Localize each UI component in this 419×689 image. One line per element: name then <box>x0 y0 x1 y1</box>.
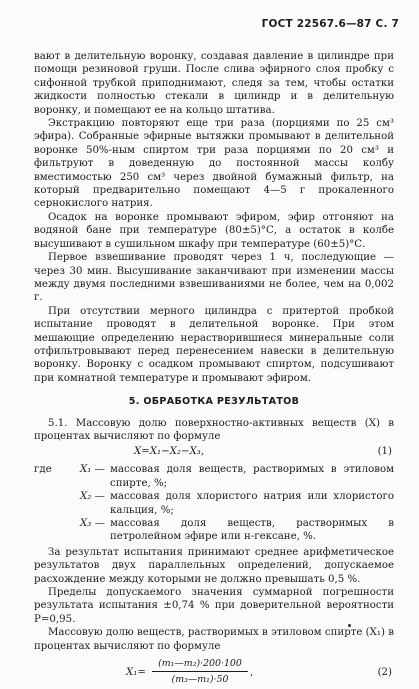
paragraph: Массовую долю веществ, растворимых в этиловом спирте (X₁) в процентах вычисляют по формуле <box>34 627 394 652</box>
formula-1 <box>34 445 394 461</box>
document-body <box>34 50 394 689</box>
definitions-list <box>34 463 394 543</box>
paragraph: Пределы допускаемого значения суммарной погрешности результата испытания ±0,74 % при доверительной вероятности P=0,95. <box>34 587 394 625</box>
definition-lead: где <box>34 464 52 476</box>
paragraph: Экстракцию повторяют еще три раза (порциями по 25 см³ эфира). Собранные эфирные вытяжки промывают в делительной воронке 50%-ным спиртом три раза порциями по 20 см³ и фильтруют в доведенную до постоянной массы колбу вместимостью 250 см³ через двойной бумажный фильтр, на который предварительно помещают 4—5 г прокаленного сернокислого натрия. <box>34 118 394 210</box>
formula-2-lhs: X₁= <box>126 667 146 679</box>
formula-2-numerator: (m₁—m₂)·200·100 <box>152 657 248 672</box>
definition-lead <box>34 517 80 544</box>
definition-row <box>34 517 394 544</box>
formula-1-number: (1) <box>377 446 392 458</box>
section-heading: 5. ОБРАБОТКА РЕЗУЛЬТАТОВ <box>128 396 300 408</box>
paragraph: За результат испытания принимают среднее арифметическое результатов двух параллельных определений, допускаемое расхождение между которыми не должно превышать 0,5 %. <box>34 546 394 585</box>
definition-row <box>34 490 394 517</box>
paragraph: При отсутствии мерного цилиндра с притертой пробкой испытание проводят в делительной воронке. При этом мешающие определению нерастворившиеся минеральные соли отфильтровывают перед перенесением навески в делительную воронку. Воронку с осадком промывают спиртом, подсушивают при комнатной температуре и промывают эфиром. <box>34 305 394 384</box>
formula-1-expression: X=X₁−X₂−X₃, <box>134 446 205 458</box>
definition-symbol: X₁ — <box>80 464 105 476</box>
formula-2-fraction <box>152 657 248 687</box>
definition-text: массовая доля хлористого натрия или хлористого кальция, %; <box>110 491 394 516</box>
definition-text: массовая доля веществ, растворимых в этиловом спирте, %; <box>110 464 394 489</box>
page-header: ГОСТ 22567.6—87 С. 7 <box>261 18 399 30</box>
paragraph: Первое взвешивание проводят через 1 ч, последующие — через 30 мин. Высушивание заканчивают при изменении массы между двумя последними взвешиваниями не более, чем на 0,002 г. <box>34 252 394 304</box>
paragraph: вают в делительную воронку, создавая давление в цилиндре при помощи резиновой груши. После слива эфирного слоя пробку с сифонной трубкой приподнимают, следя за тем, чтобы остатки жидкости полностью стекали в цилиндр и в делительную воронку, и помещают ее на кольцо штатива. <box>34 51 394 116</box>
definition-row <box>34 463 394 490</box>
formula-2-number: (2) <box>377 667 392 679</box>
definition-lead <box>34 490 80 517</box>
definition-symbol: X₃ — <box>80 518 105 529</box>
formula-2-tail: , <box>250 667 254 679</box>
page-mark <box>348 624 351 627</box>
definition-text: массовая доля веществ, растворимых в петролейном эфире или н-гексане, %. <box>110 518 394 543</box>
formula-2 <box>34 657 394 689</box>
formula-2-denominator: (m₃—m₁)·50 <box>171 674 229 686</box>
paragraph: Осадок на воронке промывают эфиром, эфир отгоняют на водяной бане при температуре (80±5)°С, а остаток в колбе высушивают в сушильном шкафу при температуре (60±5)°С. <box>34 211 394 250</box>
definition-symbol: X₂ — <box>80 491 105 503</box>
clause-intro: 5.1. Массовую долю поверхностно-активных веществ (X) в процентах вычисляют по формуле <box>34 417 394 442</box>
